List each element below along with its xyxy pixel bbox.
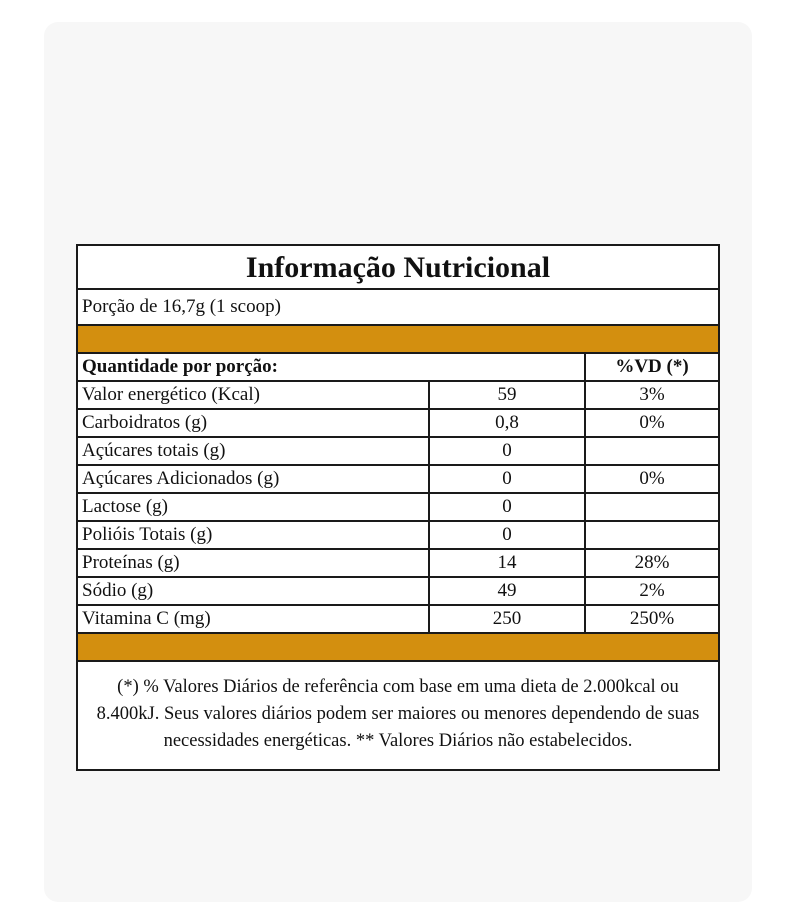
nutrient-name: Proteínas (g) (78, 549, 429, 577)
nutrient-name: Açúcares Adicionados (g) (78, 465, 429, 493)
nutrient-amount: 250 (429, 605, 585, 633)
table-row (78, 493, 718, 521)
table-header-row (78, 354, 718, 381)
footnote: (*) % Valores Diários de referência com base em uma dieta de 2.000kcal ou 8.400kJ. Seus valores diários podem ser maiores ou menores dependendo de suas necessidades energéticas. ** Valores Diários não estabelecidos. (96, 677, 700, 751)
table-row (78, 521, 718, 549)
table-row (78, 437, 718, 465)
nutrient-vd: 0% (585, 465, 718, 493)
nutrient-name: Valor energético (Kcal) (78, 381, 429, 409)
quantity-header: Quantidade por porção: (78, 354, 429, 381)
accent-band-top (78, 326, 718, 354)
nutrient-name: Carboidratos (g) (78, 409, 429, 437)
nutrient-amount: 0 (429, 521, 585, 549)
table-row (78, 549, 718, 577)
nutrient-vd: 0% (585, 409, 718, 437)
nutrient-amount: 0,8 (429, 409, 585, 437)
nutrient-vd: 2% (585, 577, 718, 605)
nutrient-vd (585, 493, 718, 521)
table-row (78, 381, 718, 409)
nutrient-amount: 14 (429, 549, 585, 577)
nutrient-name: Vitamina C (mg) (78, 605, 429, 633)
nutrient-vd: 250% (585, 605, 718, 633)
nutrient-amount: 0 (429, 465, 585, 493)
nutrient-amount: 59 (429, 381, 585, 409)
nutrient-name: Sódio (g) (78, 577, 429, 605)
table-title: Informação Nutricional (78, 246, 718, 290)
amount-header (429, 354, 585, 381)
accent-band-bottom (78, 634, 718, 662)
nutrient-vd (585, 521, 718, 549)
nutrient-vd (585, 437, 718, 465)
vd-header: %VD (*) (585, 354, 718, 381)
nutrient-amount: 0 (429, 437, 585, 465)
nutrient-vd: 3% (585, 381, 718, 409)
portion-size: Porção de 16,7g (1 scoop) (78, 290, 718, 326)
nutrient-name: Polióis Totais (g) (78, 521, 429, 549)
table-row (78, 465, 718, 493)
nutrition-facts-table (76, 244, 720, 771)
nutrient-vd: 28% (585, 549, 718, 577)
nutrient-amount: 49 (429, 577, 585, 605)
table-row (78, 409, 718, 437)
nutrient-amount: 0 (429, 493, 585, 521)
nutrient-name: Lactose (g) (78, 493, 429, 521)
table-row (78, 605, 718, 633)
nutrients-grid (78, 354, 718, 634)
nutrient-name: Açúcares totais (g) (78, 437, 429, 465)
table-row (78, 577, 718, 605)
